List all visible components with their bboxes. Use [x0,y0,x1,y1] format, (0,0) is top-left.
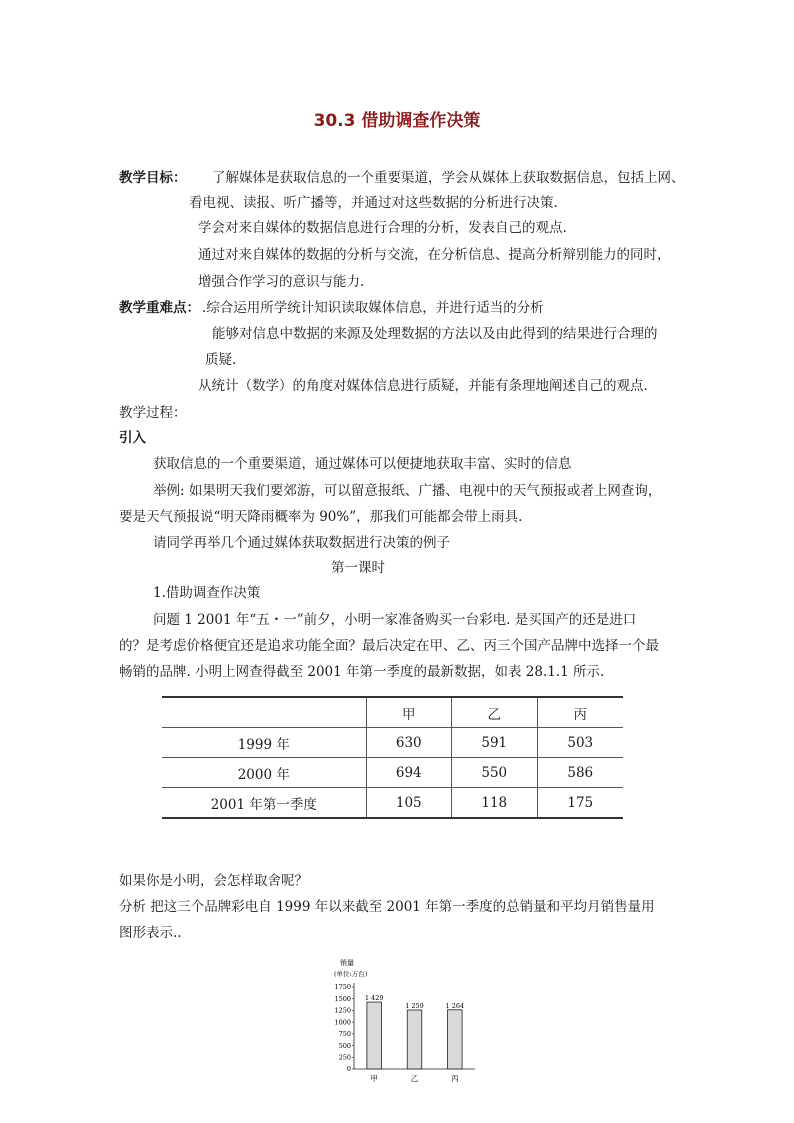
chart-x-tick-label: 甲 [370,1074,378,1083]
keypoints-line-3: 质疑. [205,352,237,368]
intro-line-3: 要是天气预报说“明天降雨概率为 90%”，那我们可能都会带上雨具. [119,509,523,525]
keypoints-line-4: 从统计（数学）的角度对媒体信息进行质疑，并能有条理地阐述自己的观点. [198,378,648,394]
table-header-cell: 乙 [452,697,537,728]
lesson-label: 第一课时 [331,560,385,576]
table-row [162,758,623,788]
table-cell: 105 [366,788,451,819]
chart-y-tick-label: 1750 [334,983,351,992]
chart-y-label: 销量 [340,959,354,967]
objectives-line-3: 学会对来自媒体的数据信息进行合理的分析，发表自己的观点. [198,220,567,236]
chart-bar [367,1002,382,1069]
problem-line-2: 的？是考虑价格便宜还是追求功能全面？最后决定在甲、乙、丙三个国产品牌中选择一个最 [119,638,659,654]
chart-bar [448,1010,463,1069]
table-header-cell: 丙 [537,697,623,728]
table-cell: 550 [452,758,537,788]
table-header-cell: 甲 [366,697,451,728]
intro-line-1: 获取信息的一个重要渠道，通过媒体可以便捷地获取丰富、实时的信息 [153,456,572,472]
table-cell: 118 [452,788,537,819]
table-cell: 586 [537,758,623,788]
chart-y-tick-label: 1000 [334,1018,351,1027]
table-cell: 591 [452,728,537,758]
chart-y-tick-label: 0 [346,1065,351,1074]
table-cell: 503 [537,728,623,758]
problem-line-1: 问题 1 2001 年“五・一”前夕，小明一家准备购买一台彩电. 是买国产的还是进口 [153,612,637,628]
objectives-line-1: 了解媒体是获取信息的一个重要渠道，学会从媒体上获取数据信息，包括上网、 [212,170,685,186]
chart-x-tick-label: 丙 [451,1074,459,1083]
intro-heading: 引入 [119,430,146,446]
table-cell: 630 [366,728,451,758]
table-cell: 694 [366,758,451,788]
chart-y-unit: (单位:万台) [334,970,368,978]
chart-y-tick-label: 1500 [334,994,351,1003]
process-label: 教学过程： [119,405,187,421]
objectives-line-5: 增强合作学习的意识与能力. [198,274,365,290]
chart-data-label: 1 259 [405,1002,424,1011]
chart-data-label: 1 264 [445,1001,465,1010]
problem-line-3: 畅销的品牌. 小明上网查得截至 2001 年第一季度的最新数据，如表 28.1.1 所示. [119,664,605,680]
chart-y-tick-label: 1250 [334,1006,351,1015]
chart-y-tick-label: 750 [338,1030,351,1039]
chart-y-tick-label: 500 [338,1041,351,1050]
table-cell: 2001 年第一季度 [162,788,366,819]
keypoints-label: 教学重难点： [119,300,200,316]
chart-data-label: 1 429 [364,994,384,1003]
table-cell: 1999 年 [162,728,366,758]
keypoints-line-1: .综合运用所学统计知识读取媒体信息，并进行适当的分析 [202,300,544,316]
analysis-line-1: 分析 把这三个品牌彩电自 1999 年以来截至 2001 年第一季度的总销量和平均月销售量用 [119,899,655,915]
table-row [162,728,623,758]
page-title: 30.3 借助调查作决策 [313,111,481,131]
section-title: 1.借助调查作决策 [153,585,261,601]
chart-x-tick-label: 乙 [410,1074,419,1083]
sales-bar-chart [330,955,480,1090]
question-text: 如果你是小明，会怎样取舍呢？ [119,873,308,889]
chart-bar [407,1010,422,1069]
analysis-line-2: 图形表示.. [119,925,182,941]
intro-line-2: 举例: 如果明天我们要郊游，可以留意报纸、广播、电视中的天气预报或者上网查询， [153,483,662,499]
table-header-cell [162,697,366,728]
sales-table [162,696,623,819]
table-header-row [162,697,623,728]
objectives-label: 教学目标： [119,170,187,186]
objectives-line-2: 看电视、读报、听广播等，并通过对这些数据的分析进行决策. [189,195,558,211]
chart-y-tick-label: 250 [338,1053,351,1062]
table-cell: 175 [537,788,623,819]
objectives-line-4: 通过对来自媒体的数据的分析与交流，在分析信息、提高分析辩别能力的同时， [198,247,671,263]
table-row [162,788,623,819]
keypoints-line-2: 能够对信息中数据的来源及处理数据的方法以及由此得到的结果进行合理的 [212,326,658,342]
table-cell: 2000 年 [162,758,366,788]
intro-line-4: 请同学再举几个通过媒体获取数据进行决策的例子 [153,535,450,551]
